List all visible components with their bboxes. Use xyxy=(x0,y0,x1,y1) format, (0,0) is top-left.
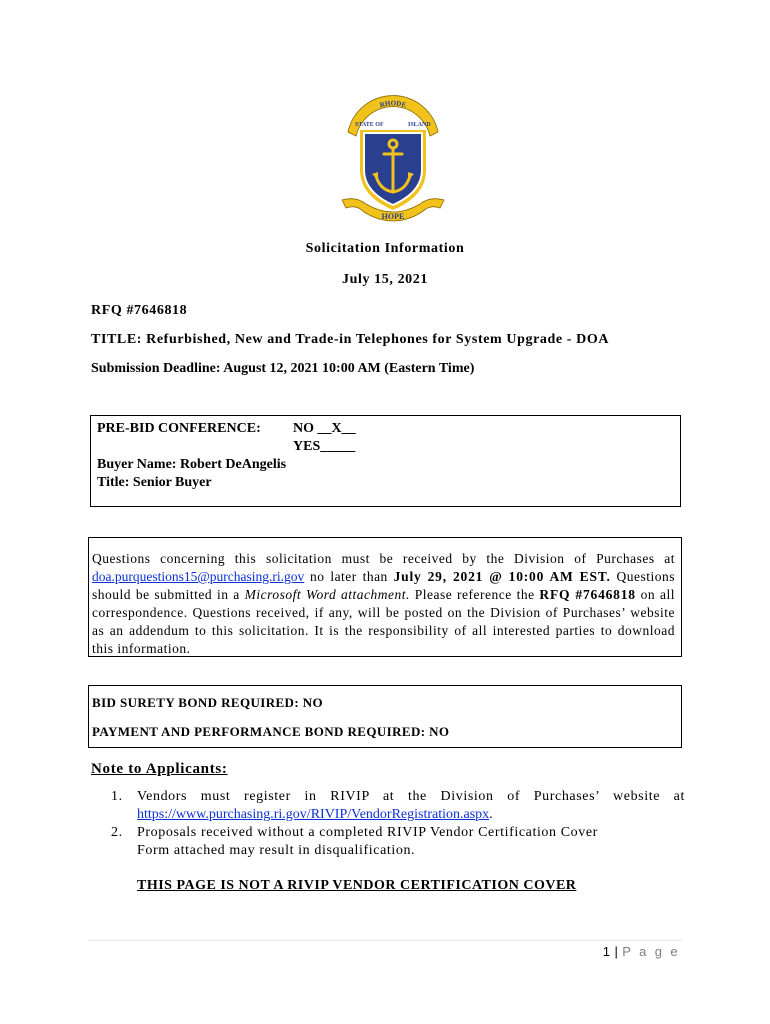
submission-deadline: Submission Deadline: August 12, 2021 10:00 AM (Eastern Time) xyxy=(91,361,475,376)
page-separator: | xyxy=(614,944,619,959)
payment-performance-bond: PAYMENT AND PERFORMANCE BOND REQUIRED: NO xyxy=(92,724,450,739)
not-certification-cover-warning: THIS PAGE IS NOT A RIVIP VENDOR CERTIFICATION COVER xyxy=(137,878,577,893)
rfq-number: RFQ #7646818 xyxy=(91,303,188,318)
prebid-conference-box xyxy=(90,415,681,507)
seal-top-text: RHODE xyxy=(378,99,408,110)
questions-rfq: RFQ #7646818 xyxy=(539,587,636,602)
rfq-title: TITLE: Refurbished, New and Trade-in Telephones for System Upgrade - DOA xyxy=(91,332,610,347)
seal-left-text: STATE OF xyxy=(355,122,384,128)
questions-format: Microsoft Word attachment. xyxy=(244,587,410,602)
note-item-1-text: Vendors must register in RIVIP at the Division of Purchases’ website at xyxy=(137,789,685,804)
page-footer xyxy=(603,944,680,959)
note-item-2-text-cont: Form attached may result in disqualification. xyxy=(137,843,416,858)
footer-divider xyxy=(88,940,682,941)
prebid-yes: YES_____ xyxy=(293,439,356,454)
note-item-1-number: 1. xyxy=(111,789,123,804)
note-item-2-text: Proposals received without a completed RIVIP Vendor Certification Cover xyxy=(137,825,598,840)
questions-box xyxy=(88,537,682,657)
questions-email-link[interactable]: doa.purquestions15@purchasing.ri.gov xyxy=(92,569,305,584)
questions-paragraph: Questions concerning this solicitation must be received by the Division of Purchases at doa.purquestions15@purchasing.ri.gov no later than July 29, 2021 @ 10:00 AM EST. Questions should be submitted in a Microsoft Word attachment. Please reference the RFQ #7646818 on all correspondence. Questions received, if any, will be posted on the Division of Purchases’ website as an addendum to this solicitation. It is the responsibility of all interested parties to download this information. xyxy=(92,551,676,656)
rivip-registration-link[interactable]: https://www.purchasing.ri.gov/RIVIP/VendorRegistration.aspx xyxy=(137,807,490,822)
questions-deadline: July 29, 2021 @ 10:00 AM EST. xyxy=(393,569,611,584)
page-word: P a g e xyxy=(622,944,680,959)
buyer-name: Buyer Name: Robert DeAngelis xyxy=(97,457,287,472)
buyer-title: Title: Senior Buyer xyxy=(97,475,212,490)
document-date: July 15, 2021 xyxy=(342,272,428,287)
document-heading: Solicitation Information xyxy=(305,241,465,256)
note-item-1-link-line: https://www.purchasing.ri.gov/RIVIP/VendorRegistration.aspx. xyxy=(137,807,493,822)
prebid-label: PRE-BID CONFERENCE: xyxy=(97,421,261,436)
page-number: 1 xyxy=(602,944,611,959)
bid-surety-bond: BID SURETY BOND REQUIRED: NO xyxy=(92,695,324,710)
note-item-2-number: 2. xyxy=(111,825,123,840)
prebid-no: NO __X__ xyxy=(293,421,356,436)
seal-banner-text: HOPE xyxy=(381,212,405,221)
seal-right-text: ISLAND xyxy=(408,122,431,128)
rhode-island-seal xyxy=(336,92,450,228)
bond-requirements-box xyxy=(88,685,682,748)
note-to-applicants-heading: Note to Applicants: xyxy=(91,761,228,777)
